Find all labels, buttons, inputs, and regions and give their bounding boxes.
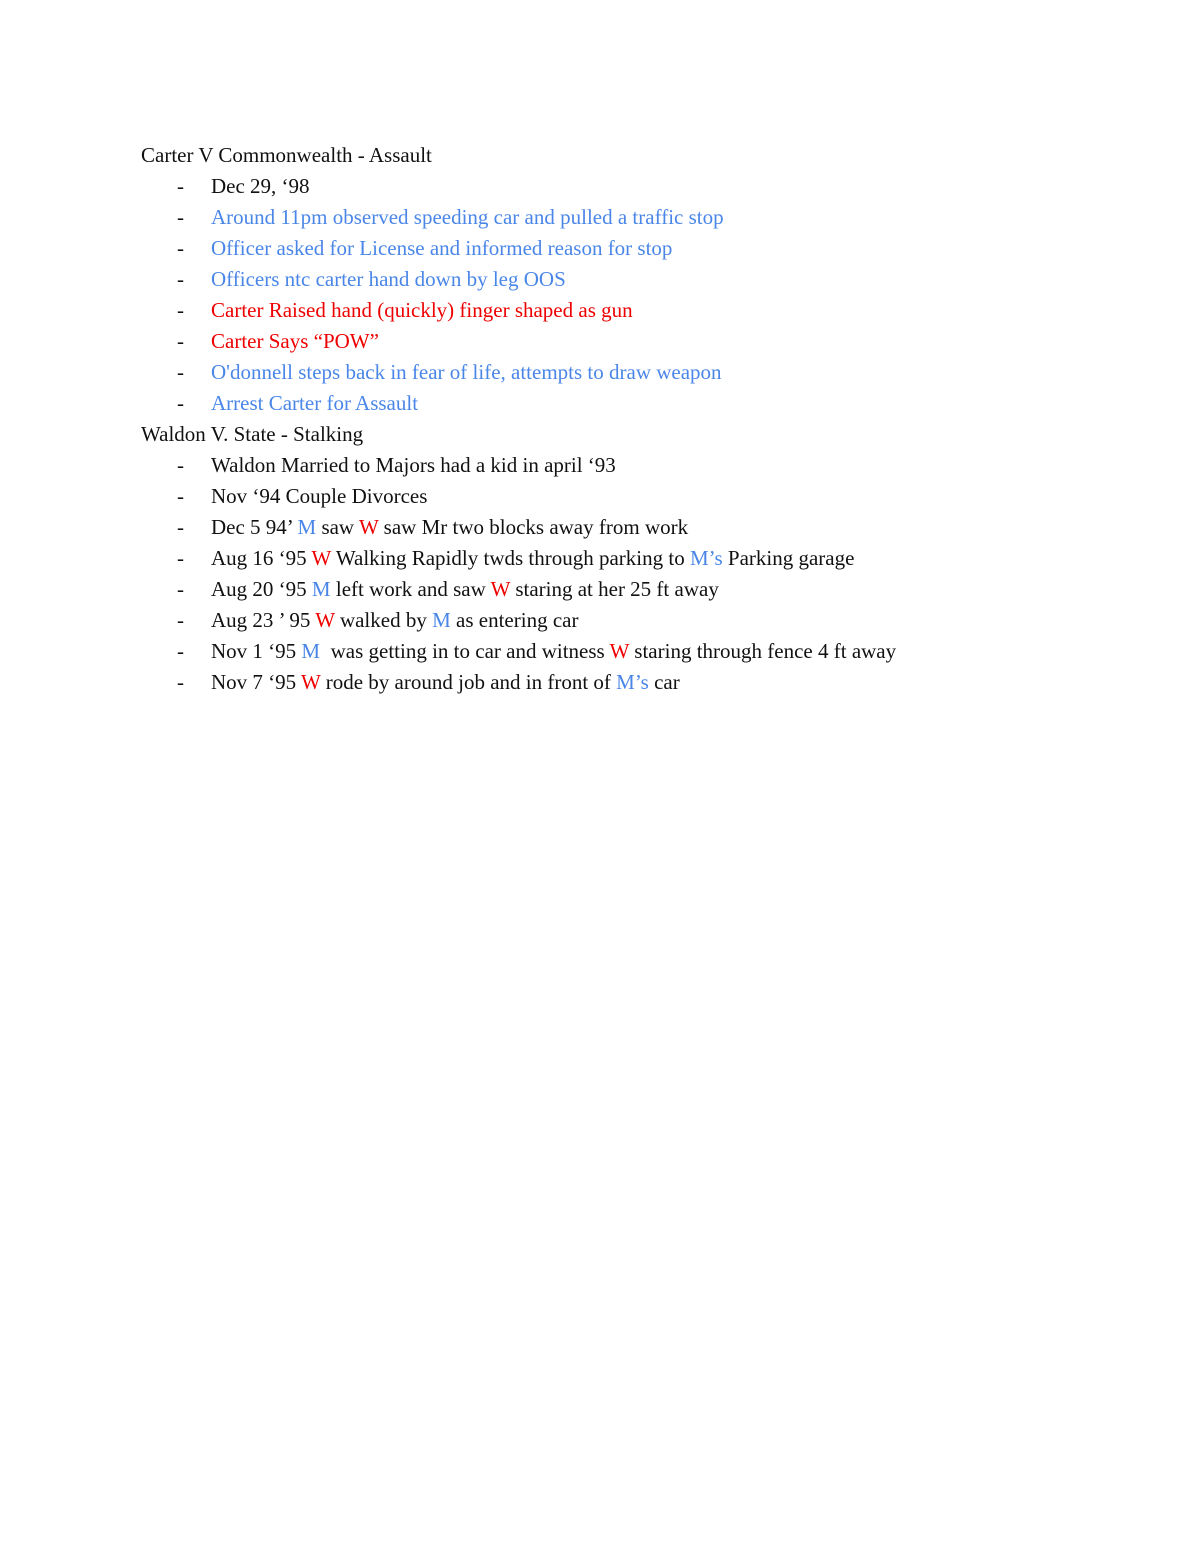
bullet-dash: - (177, 329, 184, 353)
text-segment: rode by around job and in front of (320, 670, 617, 694)
list-item (141, 233, 1141, 264)
bullet-dash: - (177, 515, 184, 539)
list-item (141, 202, 1141, 233)
bullet-dash: - (177, 360, 184, 384)
list-item (141, 636, 1141, 667)
case-facts-list (141, 171, 1141, 419)
case-facts-list (141, 450, 1141, 698)
list-item (141, 264, 1141, 295)
text-segment: Carter Raised hand (quickly) finger shaped as gun (211, 298, 633, 322)
text-segment: Parking garage (722, 546, 855, 570)
list-item (141, 574, 1141, 605)
list-item (141, 388, 1141, 419)
text-segment: M (297, 515, 317, 539)
text-segment: Carter Says “POW” (211, 329, 379, 353)
text-segment: Arrest Carter for Assault (211, 391, 419, 415)
text-segment: W (609, 639, 630, 663)
case-heading: Waldon V. State - Stalking (141, 422, 364, 446)
text-segment: W (311, 546, 331, 570)
bullet-dash: - (177, 298, 184, 322)
text-segment: Walking Rapidly twds through parking to (330, 546, 690, 570)
text-segment: saw (316, 515, 359, 539)
text-segment: staring through fence 4 ft away (629, 639, 897, 663)
text-segment: M’s (616, 670, 649, 694)
text-segment: Officer asked for License and informed reason for stop (211, 236, 673, 260)
text-segment: Aug 16 ‘95 (211, 546, 312, 570)
text-segment: M’s (689, 546, 723, 570)
bullet-dash: - (177, 577, 184, 601)
list-item (141, 326, 1141, 357)
text-segment: Dec 29, ‘98 (211, 174, 310, 198)
text-segment: Officers ntc carter hand down by leg OOS (211, 267, 566, 291)
bullet-dash: - (177, 236, 184, 260)
list-item (141, 605, 1141, 636)
list-item (141, 450, 1141, 481)
list-item (141, 512, 1141, 543)
text-segment: Aug 20 ‘95 (211, 577, 312, 601)
case-heading: Carter V Commonwealth - Assault (141, 143, 432, 167)
text-segment: Waldon Married to Majors had a kid in april ‘93 (211, 453, 616, 477)
bullet-dash: - (177, 453, 184, 477)
text-segment: M (311, 577, 331, 601)
text-segment: W (301, 670, 321, 694)
text-segment: Aug 23 ’ 95 (211, 608, 316, 632)
text-segment: Dec 5 94’ (211, 515, 298, 539)
bullet-dash: - (177, 391, 184, 415)
text-segment: M (432, 608, 451, 632)
list-item (141, 543, 1141, 574)
document-page (141, 140, 1141, 698)
text-segment: staring at her 25 ft away (510, 577, 719, 601)
list-item (141, 481, 1141, 512)
text-segment: W (358, 515, 379, 539)
list-item (141, 171, 1141, 202)
text-segment: car (648, 670, 680, 694)
list-item (141, 357, 1141, 388)
text-segment: saw Mr two blocks away from work (378, 515, 689, 539)
text-segment: M (301, 639, 321, 663)
bullet-dash: - (177, 608, 184, 632)
text-segment: O'donnell steps back in fear of life, attempts to draw weapon (211, 360, 722, 384)
bullet-dash: - (177, 267, 184, 291)
bullet-dash: - (177, 205, 184, 229)
bullet-dash: - (177, 174, 184, 198)
text-segment: Nov 7 ‘95 (211, 670, 302, 694)
list-item (141, 295, 1141, 326)
text-segment: Around 11pm observed speeding car and pulled a traffic stop (211, 205, 724, 229)
text-segment: Nov ‘94 Couple Divorces (211, 484, 428, 508)
bullet-dash: - (177, 484, 184, 508)
text-segment: left work and saw (330, 577, 491, 601)
text-segment: walked by (334, 608, 433, 632)
text-segment: as entering car (450, 608, 579, 632)
list-item (141, 667, 1141, 698)
bullet-dash: - (177, 670, 184, 694)
text-segment: W (490, 577, 511, 601)
bullet-dash: - (177, 546, 184, 570)
text-segment: W (315, 608, 335, 632)
bullet-dash: - (177, 639, 184, 663)
text-segment: Nov 1 ‘95 (211, 639, 302, 663)
text-segment: was getting in to car and witness (320, 639, 610, 663)
